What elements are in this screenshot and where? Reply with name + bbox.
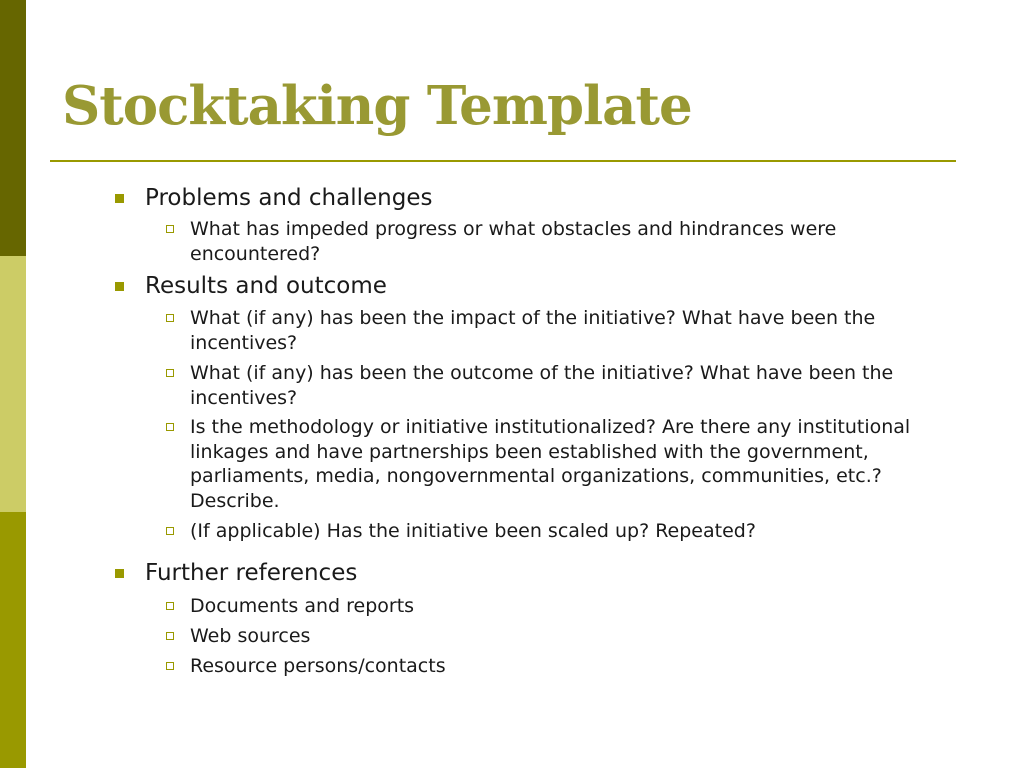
sidebar-stripe-bottom: [0, 512, 26, 768]
list-item-text: Web sources: [190, 625, 311, 647]
list-item: [190, 594, 960, 619]
list-item-text: (If applicable) Has the initiative been scaled up? Repeated?: [190, 520, 756, 542]
section-heading-references: [145, 559, 357, 587]
list-item: [190, 415, 960, 513]
list-item-text: Documents and reports: [190, 595, 415, 617]
hollow-square-bullet-icon: [166, 369, 174, 377]
list-item: [190, 654, 960, 679]
section-heading-results: [145, 272, 387, 300]
hollow-square-bullet-icon: [166, 314, 174, 322]
list-item-text: What has impeded progress or what obstacles and hindrances were encountered?: [190, 218, 837, 265]
title-divider: [50, 160, 956, 162]
hollow-square-bullet-icon: [166, 423, 174, 431]
hollow-square-bullet-icon: [166, 662, 174, 670]
slide-title: Stocktaking Template: [62, 75, 692, 137]
hollow-square-bullet-icon: [166, 225, 174, 233]
list-item: [190, 306, 960, 355]
list-item: [190, 361, 960, 410]
hollow-square-bullet-icon: [166, 602, 174, 610]
section-heading-text: Problems and challenges: [145, 185, 433, 211]
list-item-text: What (if any) has been the impact of the initiative? What have been the incentives?: [190, 307, 876, 354]
section-heading-problems: [145, 184, 432, 212]
list-item-text: Resource persons/contacts: [190, 655, 446, 677]
list-item: [190, 519, 960, 544]
sidebar-stripe-top: [0, 0, 26, 256]
list-item-text: What (if any) has been the outcome of the initiative? What have been the incentives?: [190, 362, 894, 409]
section-heading-text: Further references: [145, 560, 358, 586]
list-item: [190, 624, 960, 649]
square-bullet-icon: [115, 569, 124, 578]
sidebar-stripe-middle: [0, 256, 26, 512]
square-bullet-icon: [115, 282, 124, 291]
hollow-square-bullet-icon: [166, 527, 174, 535]
hollow-square-bullet-icon: [166, 632, 174, 640]
square-bullet-icon: [115, 194, 124, 203]
list-item: [190, 217, 960, 266]
list-item-text: Is the methodology or initiative institutionalized? Are there any institutional linkages and have partnerships been established with the government, parliaments, media, nongovernmental organizations, communities, etc.? Describe.: [190, 416, 911, 512]
section-heading-text: Results and outcome: [145, 273, 387, 299]
